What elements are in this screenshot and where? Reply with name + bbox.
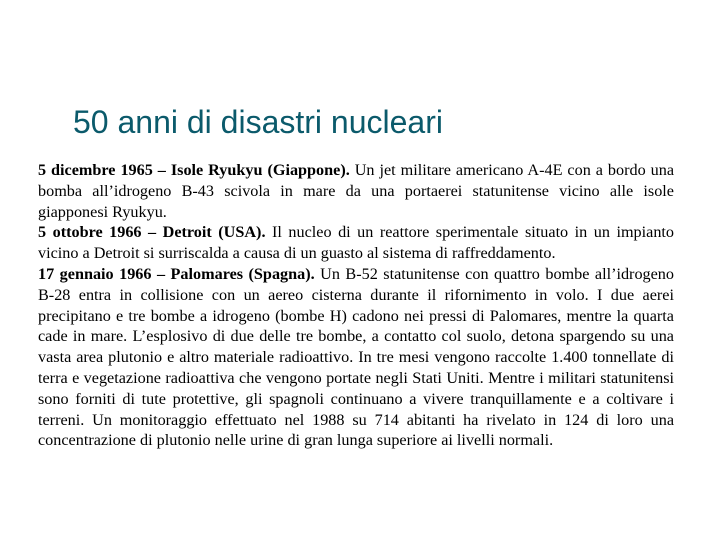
article-body — [38, 160, 674, 451]
entry-ryukyu — [38, 160, 674, 222]
entry-text: Un B-52 statunitense con quattro bombe all’idrogeno B-28 entra in collisione con un aereo cisterna durante il rifornimento in volo. I due aerei precipitano e tre bombe a idrogeno (bombe H) cadono nei pressi di Palomares, mentre la quarta cade in mare. L’esplosivo di due delle tre bombe, a contatto col suolo, detona spargendo su una vasta area plutonio e altro materiale radioattivo. In tre mesi vengono raccolte 1.400 tonnellate di terra e vegetazione radioattiva che vengono portate negli Stati Uniti. Mentre i militari statunitensi sono forniti di tute protettive, gli spagnoli continuano a vivere tranquillamente e a coltivare i terreni. Un monitoraggio effettuato nel 1988 su 714 abitanti ha rivelato in 124 di loro una concentrazione di plutonio nelle urine di gran lunga superiore ai livelli normali. — [38, 264, 674, 450]
slide-title: 50 anni di disastri nucleari — [73, 104, 443, 140]
entry-palomares — [38, 264, 674, 451]
entry-text: Un jet militare americano A-4E con a bordo una bomba all’idrogeno B-43 scivola in mare da una portaerei statunitense vicino alle isole giapponesi Ryukyu. — [38, 161, 675, 221]
entry-heading: 5 dicembre 1965 – Isole Ryukyu (Giappone). — [38, 161, 350, 179]
entry-text: Il nucleo di un reattore sperimentale situato in un impianto vicino a Detroit si surriscalda a causa di un guasto al sistema di raffreddamento. — [38, 223, 675, 263]
entry-detroit — [38, 222, 674, 264]
entry-heading: 17 gennaio 1966 – Palomares (Spagna). — [38, 264, 315, 283]
entry-heading: 5 ottobre 1966 – Detroit (USA). — [38, 223, 266, 242]
